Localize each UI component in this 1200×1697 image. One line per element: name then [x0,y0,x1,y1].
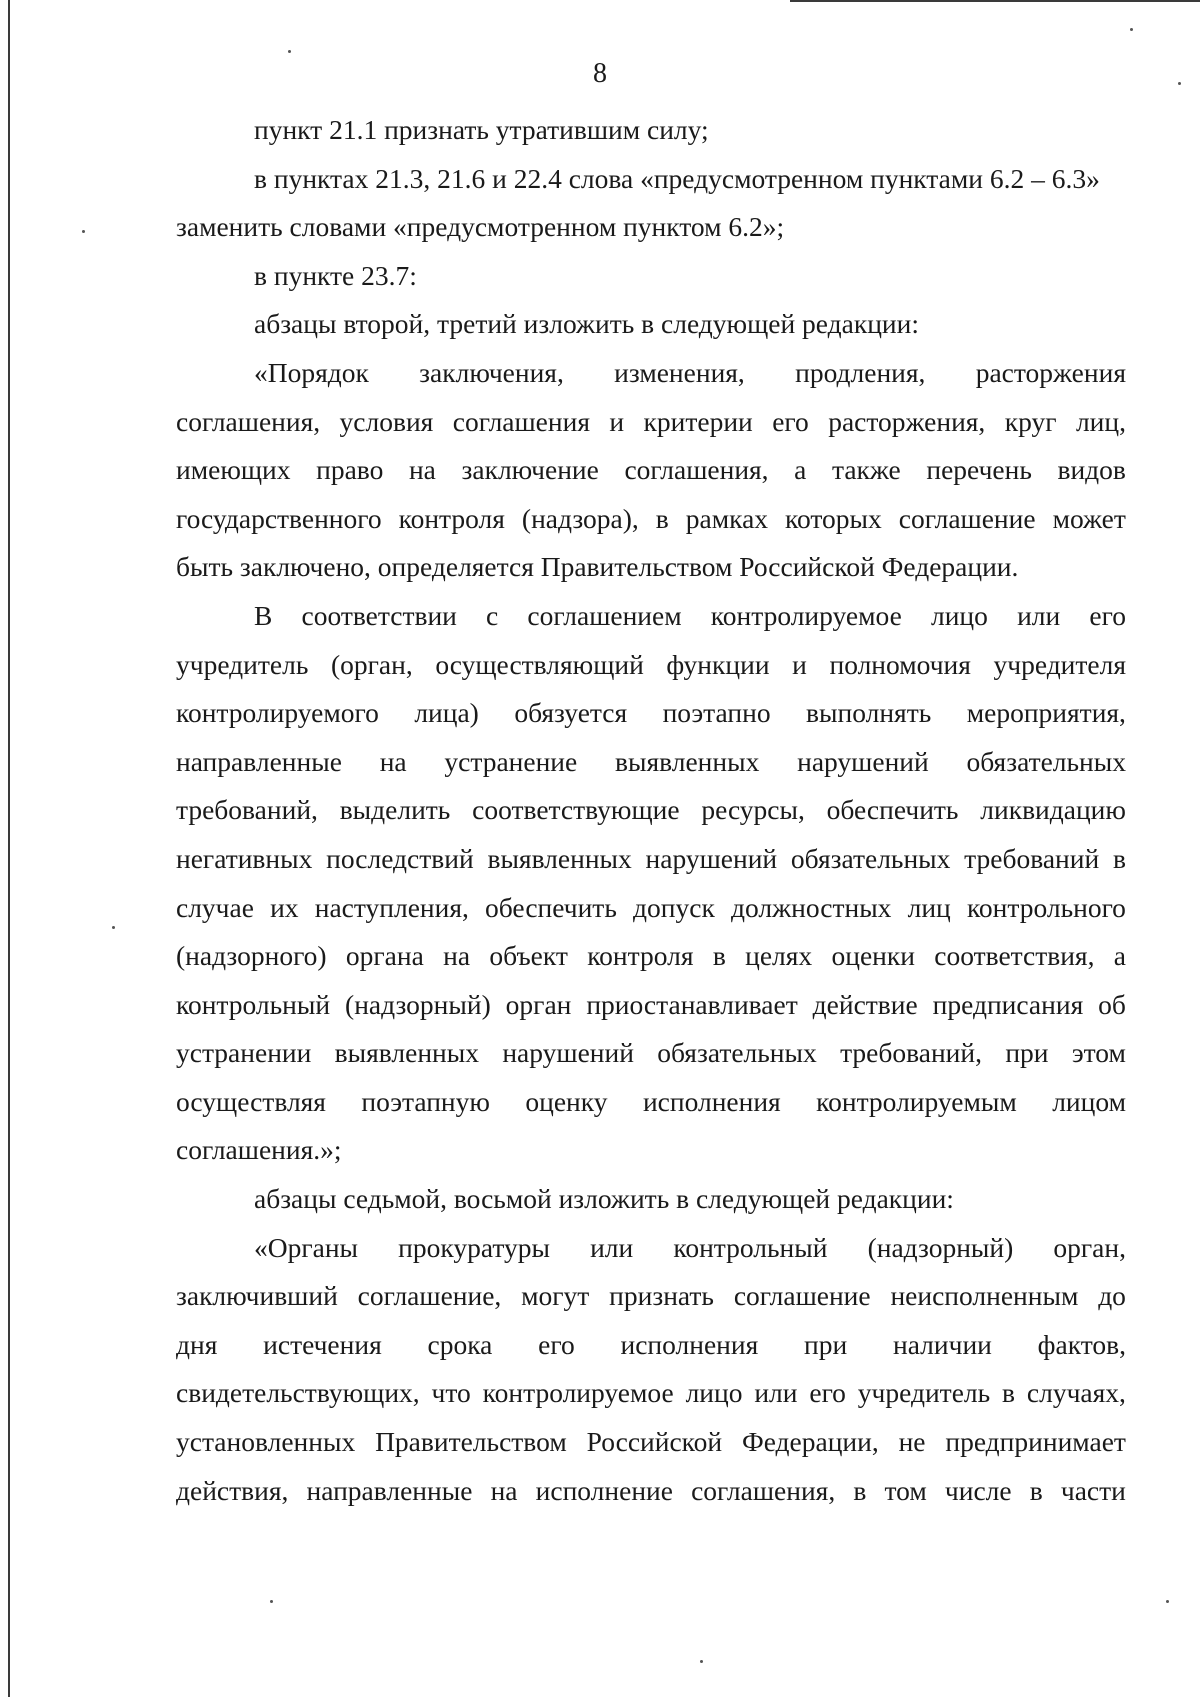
word: выявленных [615,745,760,777]
text-line [176,1369,1126,1418]
word: соглашения, [624,454,769,486]
word: круг [1004,405,1057,437]
word: учредитель [857,1377,991,1409]
word: случаях, [1026,1377,1126,1409]
word: ликвидацию [980,794,1126,826]
word: поэтапно [662,697,771,729]
word: на [490,1474,518,1506]
scan-edge-left [8,0,10,1697]
word: могут [521,1280,590,1312]
word: прокуратуры [398,1231,550,1263]
text-line [176,495,1126,544]
word: контрольный [673,1231,828,1263]
word: в [1002,1377,1016,1409]
word: полномочия [829,648,971,680]
word: в [1112,842,1126,874]
word: оценку [525,1085,608,1117]
word: расторжения [975,356,1126,388]
word: его [538,1328,575,1360]
word: устранение [444,745,578,777]
text-line [176,1467,1126,1516]
word: лиц [907,891,951,923]
word: орган, [1053,1231,1126,1263]
text-line [176,981,1126,1030]
text-line [176,689,1126,738]
word: не [898,1426,926,1458]
word: на [379,745,407,777]
word: поэтапную [361,1085,490,1117]
word: этом [1071,1037,1126,1069]
word: нарушений [797,745,929,777]
scan-speck [288,50,291,53]
scan-speck [1166,1600,1169,1603]
word: направленные [306,1474,473,1506]
word: (надзорный) [345,988,491,1020]
word: заключение [461,454,599,486]
word: осуществляющий [435,648,644,680]
word: соглашение, [357,1280,502,1312]
word: перечень [926,454,1032,486]
word: соответствия, [934,940,1095,972]
word: Российской [586,1426,723,1458]
text-line [176,1418,1126,1467]
text-line [176,738,1126,787]
word: может [1052,502,1126,534]
word: свидетельствующих, [176,1377,420,1409]
word: а [794,454,807,486]
word: части [1060,1474,1126,1506]
text-line [176,446,1126,495]
word: условия [339,405,434,437]
word: орган [505,988,572,1020]
scan-speck [82,230,85,233]
word: соглашение [733,1280,871,1312]
word: негативных [176,842,313,874]
word: соглашения [452,405,590,437]
word: объект [489,940,568,972]
word: выделить [339,794,451,826]
word: что [431,1377,471,1409]
text-line [176,641,1126,690]
word: при [804,1328,848,1360]
word: в [655,502,669,534]
word: лица) [414,697,479,729]
word: Правительством [375,1426,567,1458]
word: контролируемым [816,1085,1017,1117]
scan-speck [270,1600,273,1603]
word: исполнение [535,1474,673,1506]
word: оценки [831,940,915,972]
word: при [1005,1037,1049,1069]
word: продления, [795,356,926,388]
word: целях [745,940,813,972]
text-line [176,1078,1126,1127]
text-line [176,786,1126,835]
word: право [316,454,384,486]
word: контролируемое [710,599,902,631]
word: заключивший [176,1280,338,1312]
word: их [270,891,299,923]
word: наличии [893,1328,992,1360]
word: лиц, [1075,405,1126,437]
text-line: абзацы седьмой, восьмой изложить в следующей редакции: [254,1183,954,1215]
word: соответствующие [472,794,680,826]
word: учредителя [993,648,1126,680]
word: устранении [176,1037,312,1069]
scan-edge-top [790,0,1200,2]
word: выявленных [487,842,632,874]
word: лицом [1052,1085,1126,1117]
word: его [809,1377,846,1409]
word: функции [666,648,770,680]
word: (надзора), [521,502,639,534]
word: обеспечить [826,794,959,826]
word: неисполненным [890,1280,1079,1312]
word: органа [345,940,424,972]
scan-speck [112,926,115,929]
word: в [853,1474,867,1506]
text-line: в пунктах 21.3, 21.6 и 22.4 слова «предусмотренном пунктами 6.2 – 6.3» [254,162,1100,194]
word: об [1098,988,1126,1020]
word: должностных [731,891,892,923]
word: установленных [176,1426,356,1458]
word: соглашением [527,599,682,631]
word: с [486,599,499,631]
word: в [1029,1474,1043,1506]
word: соглашение [898,502,1036,534]
word: обеспечить [485,891,617,923]
text-line [176,349,1126,398]
word: на [408,454,436,486]
word: требований [964,842,1100,874]
text-line [176,592,1126,641]
text-line [176,1321,1126,1370]
text-line [176,884,1126,933]
text-line: абзацы второй, третий изложить в следующей редакции: [254,308,919,340]
word: имеющих [176,454,291,486]
word: дня [176,1328,218,1360]
word: предписания [932,988,1084,1020]
word: предпринимает [945,1426,1126,1458]
word: контролируемого [176,697,379,729]
page-number: 8 [593,58,607,89]
word: контролируемое [482,1377,674,1409]
word: лицо [685,1377,743,1409]
word: на [443,940,471,972]
word: которых [785,502,882,534]
word: выполнять [806,697,932,729]
word: Федерации, [741,1426,879,1458]
word: числе [944,1474,1012,1506]
word: действия, [176,1474,289,1506]
word: (надзорный) [867,1231,1014,1263]
word: фактов, [1037,1328,1126,1360]
word: обязательных [657,1037,817,1069]
text-line: соглашения.»; [176,1134,342,1166]
word: обязательных [966,745,1126,777]
word: осуществляя [176,1085,326,1117]
text-line: пункт 21.1 признать утратившим силу; [254,114,709,145]
word: признать [609,1280,714,1312]
word: нарушений [645,842,778,874]
word: ресурсы, [701,794,805,826]
word: его [1089,599,1126,631]
word: лицо [930,599,988,631]
word: соответствии [301,599,457,631]
word: до [1098,1280,1126,1312]
word: а [1113,940,1126,972]
word: обязуется [514,697,628,729]
word: выявленных [334,1037,479,1069]
word: также [832,454,901,486]
word: или [590,1231,634,1263]
word: случае [176,891,254,923]
word: в [712,940,726,972]
text-line [176,932,1126,981]
word: срока [427,1328,493,1360]
word: и [609,405,625,437]
text-line: быть заключено, определяется Правительством Российской Федерации. [176,551,1019,583]
word: «Порядок [254,356,369,388]
text-line [176,1272,1126,1321]
word: контрольного [966,891,1126,923]
word: контроля [398,502,505,534]
word: расторжения, [828,405,986,437]
word: обязательных [790,842,951,874]
word: соглашения, [176,405,321,437]
word: направленные [176,745,342,777]
word: том [884,1474,927,1506]
word: соглашения, [691,1474,836,1506]
word: приостанавливает [586,988,798,1020]
word: исполнения [620,1328,759,1360]
word: заключения, [419,356,564,388]
word: государственного [176,502,382,534]
text-line: в пункте 23.7: [254,259,417,291]
word: контрольный [176,988,331,1020]
word: или [754,1377,798,1409]
word: учредитель [176,648,309,680]
word: мероприятия, [966,697,1126,729]
word: допуск [633,891,715,923]
text-line [176,835,1126,884]
scan-speck [700,1660,703,1663]
text-line: заменить словами «предусмотренном пунктом 6.2»; [176,211,785,243]
word: (надзорного) [176,940,327,972]
word: требований, [176,794,318,826]
word: его [772,405,809,437]
word: или [1017,599,1061,631]
word: наступления, [314,891,469,923]
document-body [176,106,1126,1515]
word: истечения [263,1328,382,1360]
word: действие [812,988,918,1020]
text-line [176,1029,1126,1078]
word: В [254,599,273,631]
word: и [792,648,807,680]
word: критерии [643,405,753,437]
scan-speck [1130,28,1133,31]
word: исполнения [642,1085,781,1117]
word: видов [1057,454,1126,486]
word: контроля [587,940,694,972]
word: требований, [840,1037,982,1069]
text-line [176,1224,1126,1273]
text-line [176,398,1126,447]
word: изменения, [614,356,745,388]
word: рамках [685,502,769,534]
word: последствий [326,842,474,874]
word: «Органы [254,1231,359,1263]
word: (орган, [330,648,413,680]
word: нарушений [502,1037,634,1069]
